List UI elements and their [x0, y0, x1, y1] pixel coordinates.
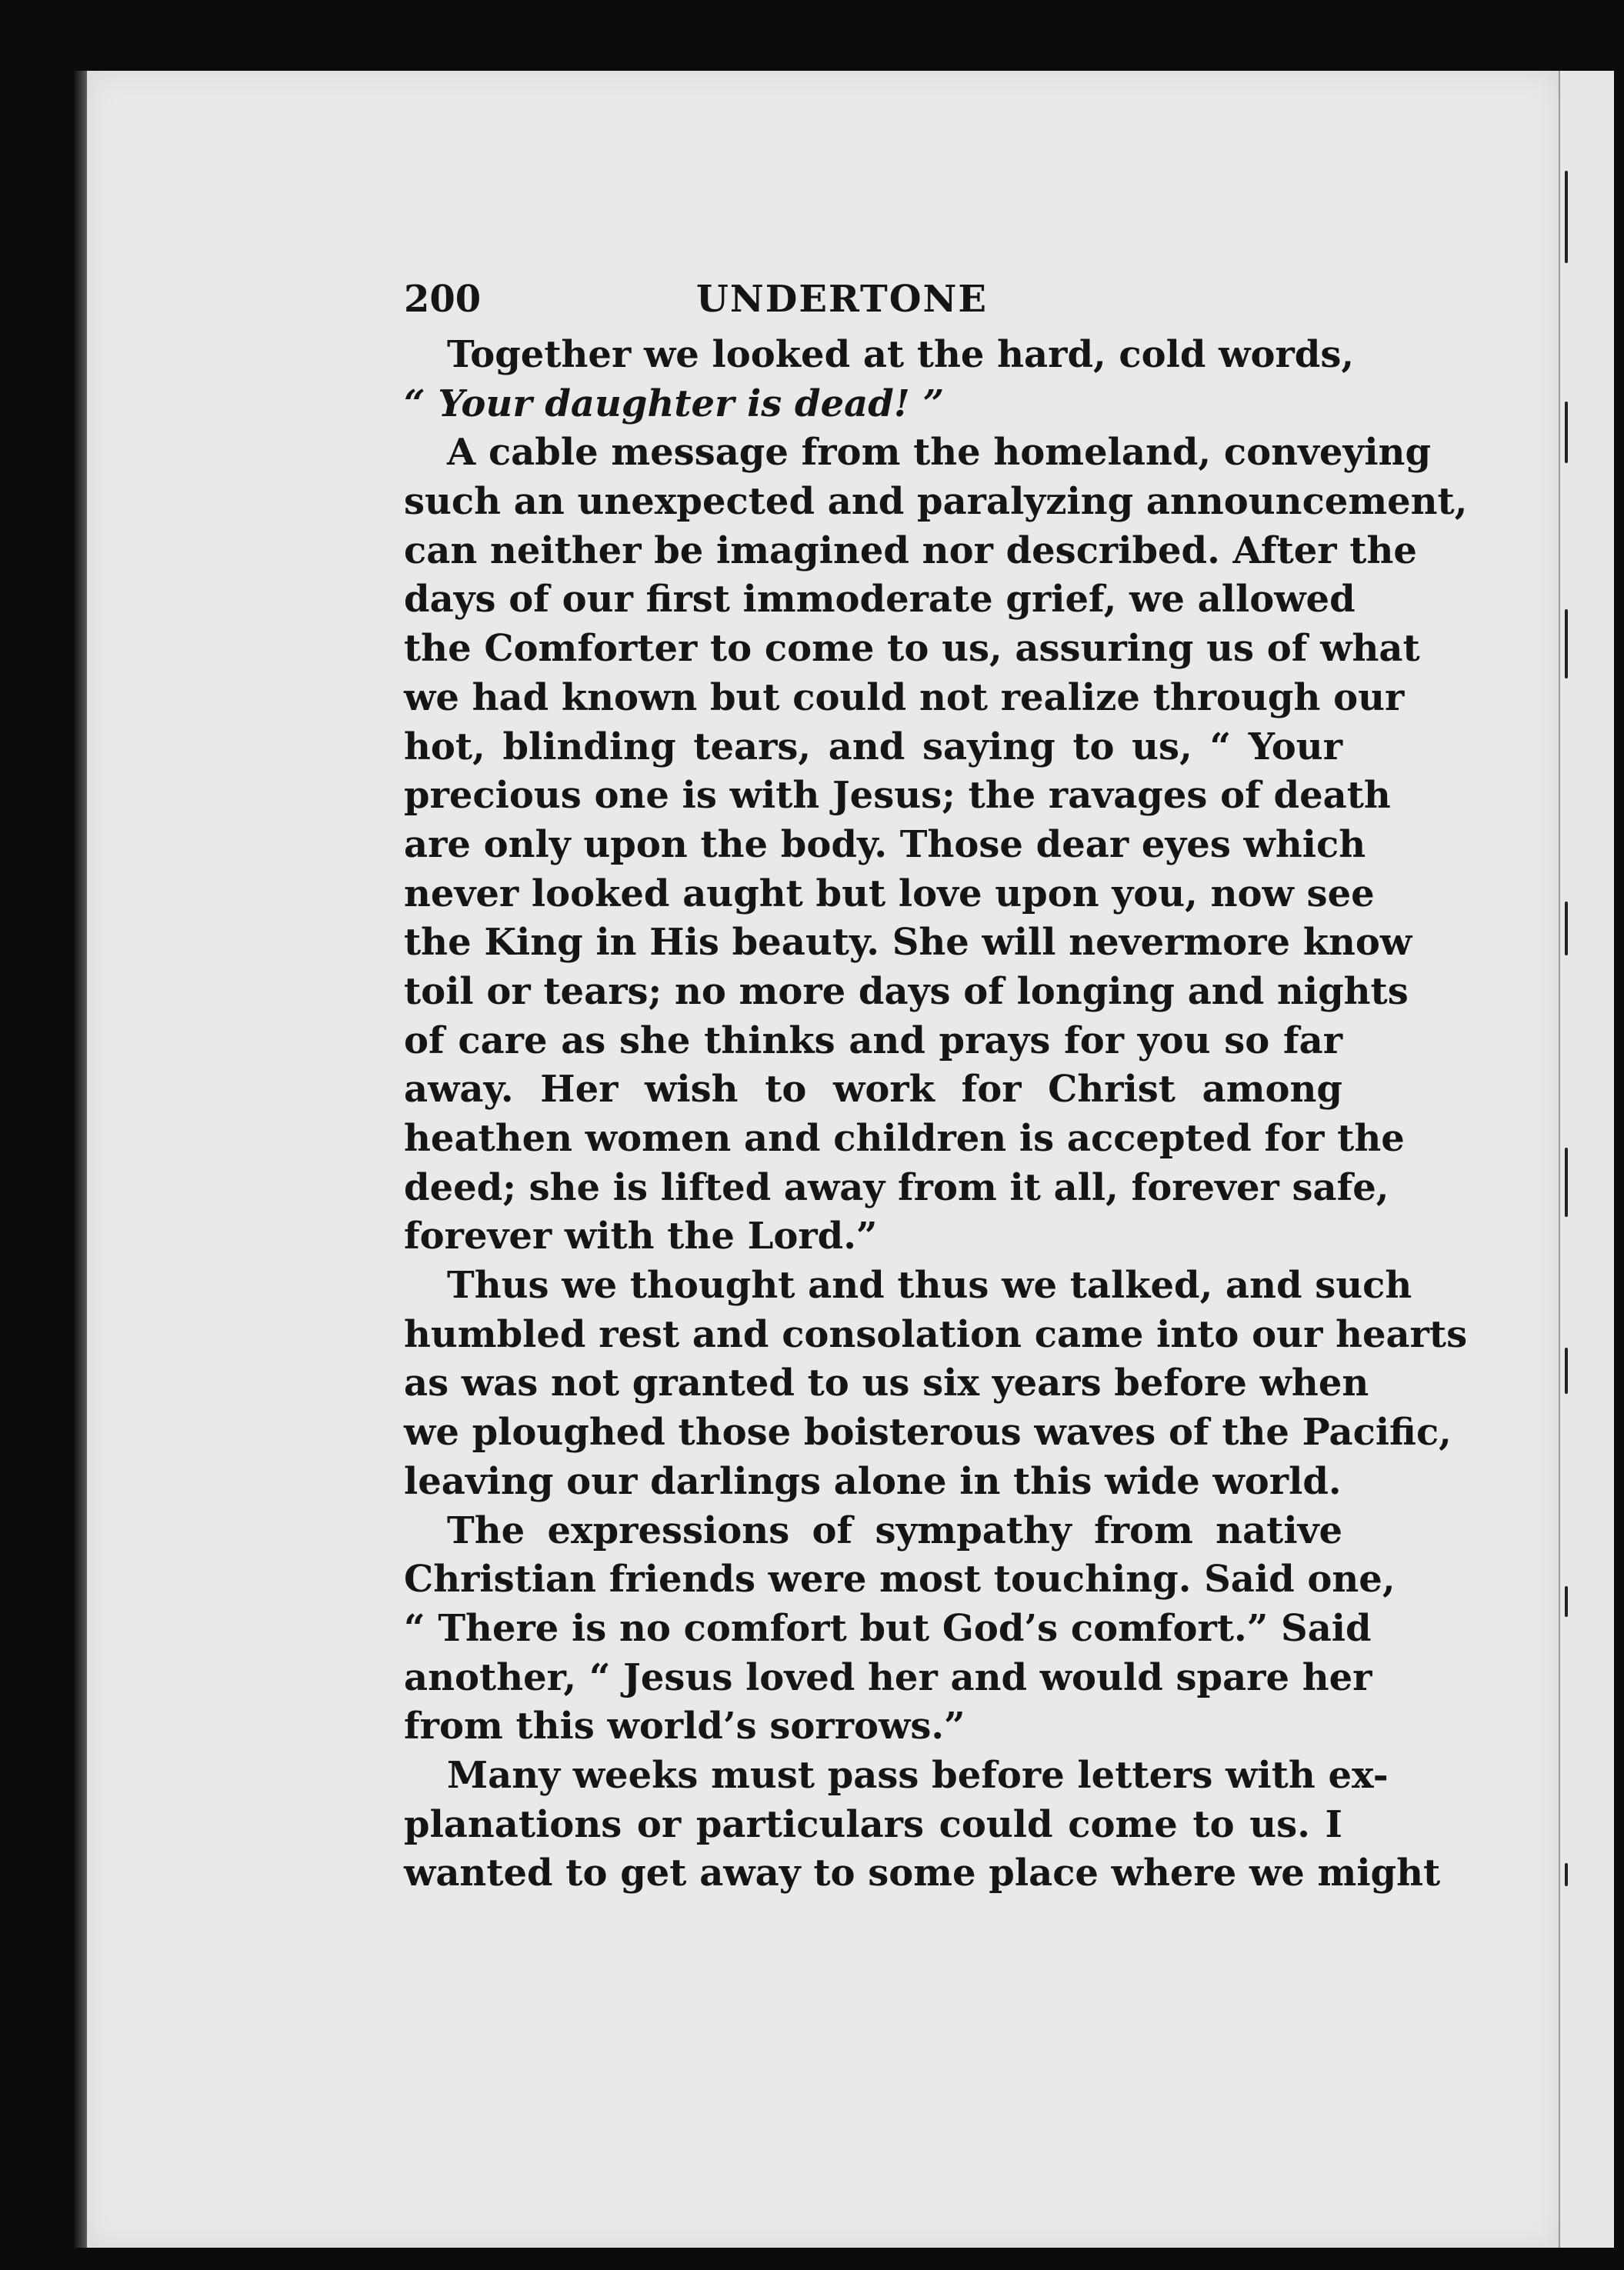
- edge-mark: [1565, 1863, 1568, 1886]
- body-text: [404, 331, 1468, 1898]
- edge-mark: [1565, 402, 1568, 463]
- text-line: from this world’s sorrows.”: [404, 1705, 965, 1748]
- text-line: heathen women and children is accepted for the: [404, 1117, 1405, 1160]
- page-header: [404, 275, 1342, 329]
- text-line: A cable message from the homeland, conveying: [447, 431, 1432, 475]
- page-left-edge-shadow: [74, 71, 87, 2248]
- text-line: Christian friends were most touching. Said one,: [404, 1558, 1396, 1602]
- edge-mark: [1565, 171, 1568, 263]
- text-line: leaving our darlings alone in this wide world.: [404, 1459, 1342, 1503]
- edge-mark: [1565, 1148, 1568, 1217]
- text-line: planations or particulars could come to us. I: [404, 1802, 1342, 1846]
- text-line: precious one is with Jesus; the ravages of death: [404, 774, 1391, 818]
- edge-mark: [1565, 1586, 1568, 1617]
- text-line: never looked aught but love upon you, now see: [404, 872, 1375, 915]
- page-text-block: [404, 275, 1468, 1898]
- text-line: of care as she thinks and prays for you so far: [404, 1018, 1342, 1062]
- edge-mark: [1565, 609, 1568, 678]
- adjacent-page-edge: [1559, 71, 1614, 2248]
- text-line: we ploughed those boisterous waves of the Pacific,: [404, 1411, 1452, 1455]
- edge-mark: [1565, 1348, 1568, 1394]
- text-line: days of our first immoderate grief, we allowed: [404, 578, 1356, 622]
- text-line: deed; she is lifted away from it all, forever safe,: [404, 1165, 1389, 1209]
- text-line: “ Your daughter is dead! ”: [404, 382, 945, 425]
- text-line: wanted to get away to some place where we might: [404, 1852, 1441, 1895]
- text-line: away. Her wish to work for Christ among: [404, 1068, 1342, 1112]
- text-line: The expressions of sympathy from native: [447, 1508, 1342, 1552]
- page-number: 200: [404, 278, 482, 321]
- text-line: forever with the Lord.”: [404, 1215, 878, 1258]
- text-line: the Comforter to come to us, assuring us of what: [404, 627, 1420, 671]
- text-line: as was not granted to us six years before when: [404, 1362, 1369, 1405]
- text-line: Many weeks must pass before letters with ex-: [447, 1753, 1389, 1797]
- text-line: another, “ Jesus loved her and would spare her: [404, 1655, 1372, 1699]
- text-line: toil or tears; no more days of longing and nights: [404, 969, 1409, 1013]
- running-title: UNDERTONE: [696, 278, 988, 321]
- text-line: humbled rest and consolation came into our hearts: [404, 1312, 1468, 1356]
- text-line: such an unexpected and paralyzing announcement,: [404, 480, 1468, 524]
- text-line: the King in His beauty. She will nevermore know: [404, 921, 1412, 965]
- text-line: Together we looked at the hard, cold words,: [447, 333, 1355, 376]
- text-line: “ There is no comfort but God’s comfort.” Said: [404, 1606, 1372, 1650]
- text-line: are only upon the body. Those dear eyes which: [404, 822, 1366, 866]
- text-line: we had known but could not realize through our: [404, 675, 1405, 719]
- text-line: can neither be imagined nor described. After the: [404, 528, 1417, 572]
- text-line: Thus we thought and thus we talked, and such: [447, 1264, 1412, 1308]
- edge-mark: [1565, 902, 1568, 955]
- text-line: hot, blinding tears, and saying to us, “ Your: [404, 725, 1342, 768]
